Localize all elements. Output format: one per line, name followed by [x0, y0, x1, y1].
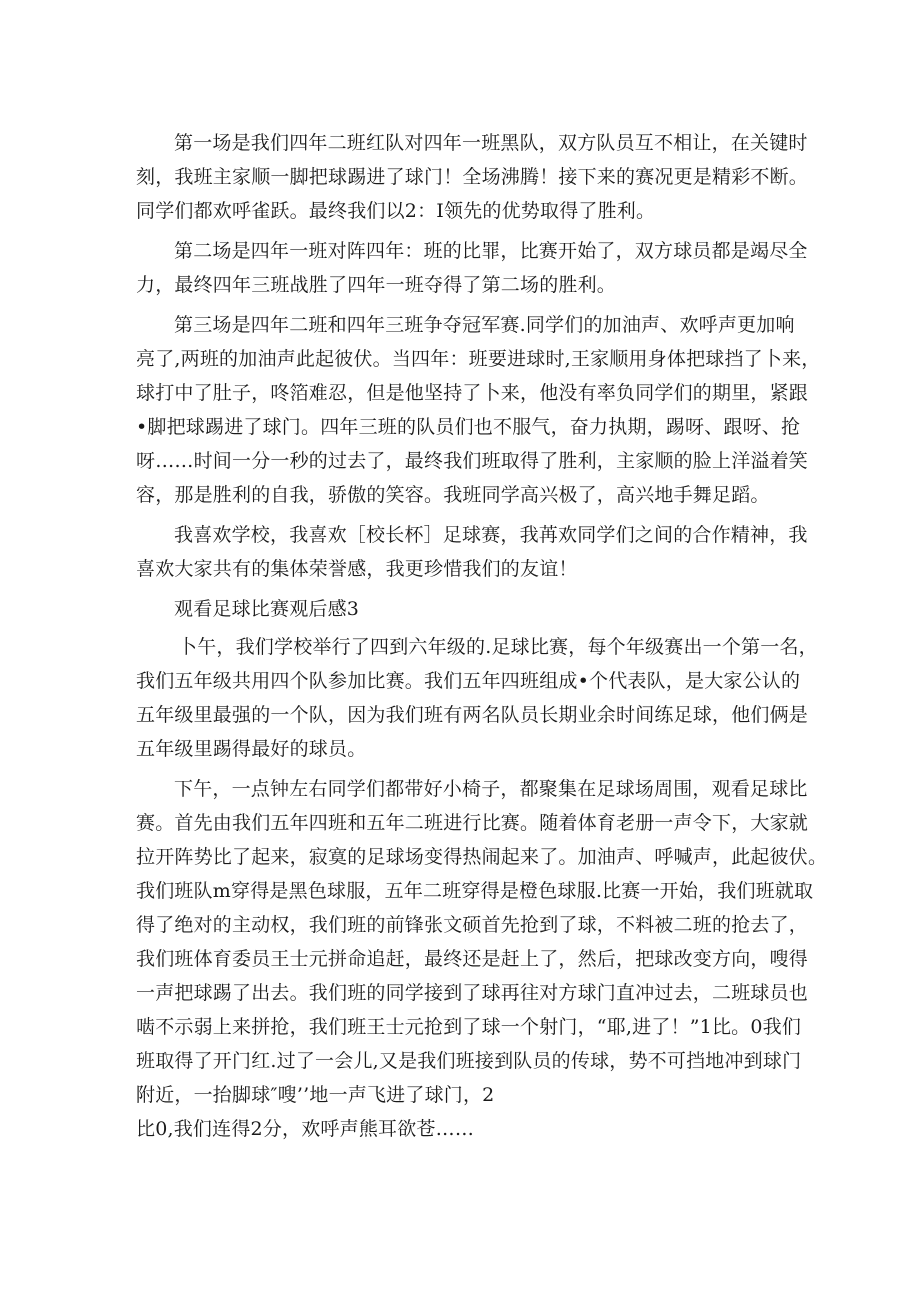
- text-line: 卜午，我们学校举行了四到六年级的.足球比赛，每个年级赛出一个第一名，: [178, 636, 818, 658]
- text-line: 我们五年级共用四个队参加比赛。我们五年四班组成•个代表队，是大家公认的: [136, 670, 801, 692]
- text-line: 赛。首先由我们五年四班和五年二班进行比赛。随着体育老册一声令下，大家就: [136, 812, 809, 834]
- text-line: 我们班体育委员王士元拼命追赶，最终还是赶上了，然后，把球改变方向，嗖得: [136, 948, 809, 970]
- text-line: 我喜欢学校，我喜欢［校长杯］足球赛，我苒欢同学们之间的合作精神，我: [174, 524, 808, 546]
- text-line: 第三场是四年二班和四年三班争夺冠军赛.同学们的加油声、欢呼声更加响: [174, 314, 795, 336]
- text-line: 呀……时间一分一秒的过去了，最终我们班取得了胜利，主家顺的脸上洋溢着笑: [136, 450, 809, 472]
- text-line: 比0,我们连得2分，欢呼声熊耳欲苍……: [136, 1118, 475, 1140]
- text-line: 刻，我班主家顺一脚把球踢进了球门！全场沸腾！接下来的赛况更是精彩不断。: [136, 166, 809, 188]
- text-line: 附近，一抬脚球″嗖’’地一声飞进了球门，2: [136, 1084, 495, 1106]
- text-line: 容，那是胜利的自我，骄傲的笑容。我班同学高兴极了，高兴地手舞足蹈。: [136, 484, 770, 506]
- text-line: 五年级里踢得最好的球员。: [136, 738, 367, 760]
- text-line: 一声把球踢了出去。我们班的同学接到了球再往对方球门直冲过去，二班球员也: [136, 982, 809, 1004]
- text-line: 同学们都欢呼雀跃。最终我们以2：I领先的优势取得了胜利。: [136, 200, 656, 222]
- text-line: 得了绝对的主动权，我们班的前锋张文硕首先抢到了球，不料被二班的抢去了，: [136, 914, 809, 936]
- text-line: 第二场是四年一班对阵四年：班的比罪，比赛开始了，双方球员都是竭尽全: [174, 240, 808, 262]
- section-heading: 观看足球比赛观后感3: [174, 598, 360, 620]
- text-line: 我们班队m穿得是黑色球服，五年二班穿得是橙色球服.比赛一开始，我们班就取: [136, 880, 814, 902]
- text-line: 五年级里最强的一个队，因为我们班有两名队员长期业余时间练足球，他们俩是: [136, 704, 809, 726]
- text-line: 球打中了肚子，咚箔难忍，但是他坚持了卜来，他没有率负同学们的期里，紧跟: [136, 382, 809, 404]
- text-line: 力，最终四年三班战胜了四年一班夺得了第二场的胜利。: [136, 274, 617, 296]
- text-line: 拉开阵势比了起来，寂寞的足球场变得热闹起来了。加油声、呼喊声，此起彼伏。: [136, 846, 828, 868]
- text-line: 亮了,两班的加油声此起彼伏。当四年：班要进球时,王家顺用身体把球挡了卜来，: [136, 348, 821, 370]
- text-line: 下午，一点钟左右同学们都带好小椅子，都聚集在足球场周围，观看足球比: [174, 778, 808, 800]
- text-line: 啮不示弱上来拼抢，我们班王士元抢到了球一个射门，“耶,进了！”1比。0我们: [136, 1016, 802, 1038]
- text-line: 班取得了开门红.过了一会儿,又是我们班接到队员的传球，势不可挡地冲到球门: [136, 1050, 802, 1072]
- text-line: •脚把球踢进了球门。四年三班的队员们也不服气，奋力执期，踢呀、跟呀、抢: [136, 416, 801, 438]
- text-line: 喜欢大家共有的集体荣誉感，我更珍惜我们的友谊！: [136, 558, 578, 580]
- text-line: 第一场是我们四年二班红队对四年一班黑队，双方队员互不相让，在关键时: [174, 132, 808, 154]
